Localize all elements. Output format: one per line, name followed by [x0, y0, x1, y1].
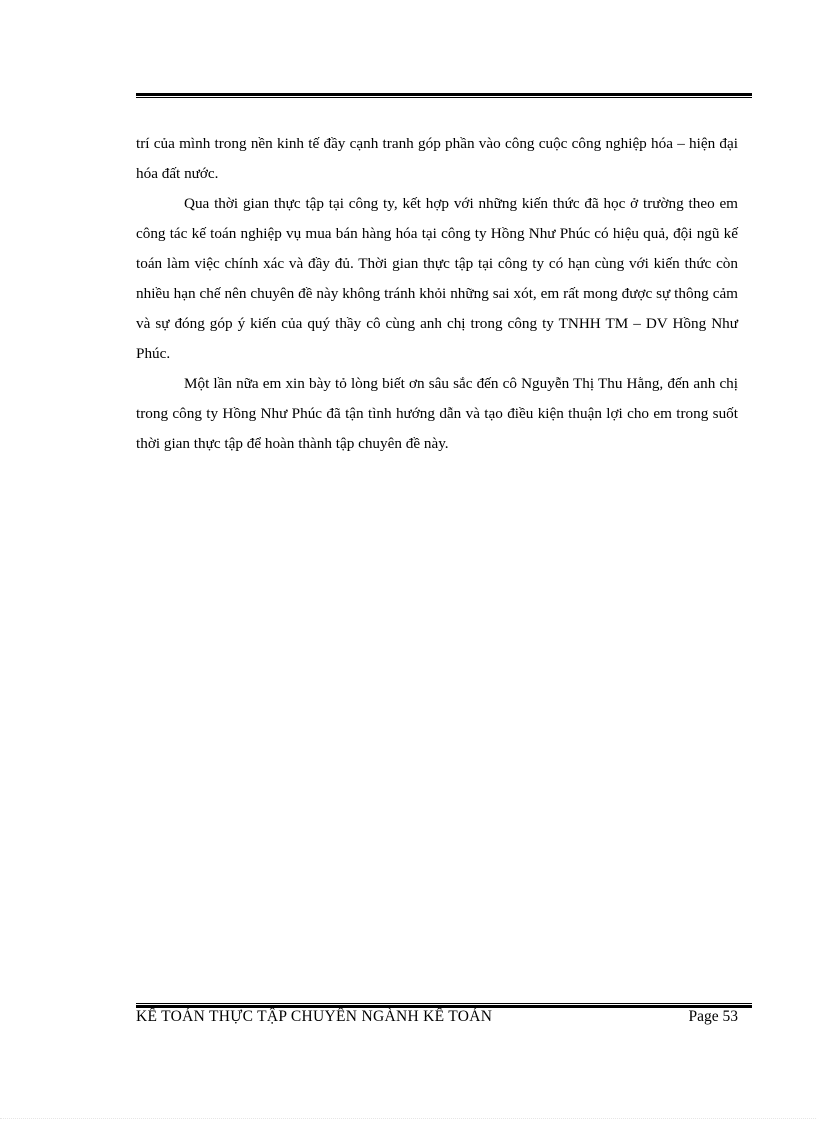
- paragraph-acknowledgement: Một lần nữa em xin bày tỏ lòng biết ơn sâu sắc đến cô Nguyễn Thị Thu Hằng, đến anh chị trong công ty Hồng Như Phúc đã tận tình hướng dẫn và tạo điều kiện thuận lợi cho em trong suốt thời gian thực tập để hoàn thành tập chuyên đề này.: [136, 375, 738, 452]
- body-text: [136, 129, 738, 459]
- header-double-rule: [136, 93, 752, 99]
- page-bottom-edge: [0, 1118, 816, 1119]
- page-footer: [136, 1006, 738, 1028]
- page-number: Page 53: [688, 1008, 738, 1025]
- header-rule-thick: [136, 93, 752, 96]
- header-rule-thin: [136, 97, 752, 98]
- footer-title: KẾ TOÁN THỰC TẬP CHUYÊN NGÀNH KẾ TOÁN: [136, 1008, 493, 1025]
- footer-rule-thin: [136, 1003, 752, 1004]
- paragraph-continuation: trí của mình trong nền kinh tế đầy cạnh tranh góp phần vào công cuộc công nghiệp hóa – hiện đại hóa đất nước.: [136, 135, 738, 182]
- paragraph-internship-summary: Qua thời gian thực tập tại công ty, kết hợp với những kiến thức đã học ở trường theo em công tác kế toán nghiệp vụ mua bán hàng hóa tại công ty Hồng Như Phúc có hiệu quả, đội ngũ kế toán làm việc chính xác và đầy đủ. Thời gian thực tập tại công ty có hạn cùng với kiến thức còn nhiều hạn chế nên chuyên đề này không tránh khỏi những sai xót, em rất mong được sự thông cảm và sự đóng góp ý kiến của quý thầy cô cùng anh chị trong công ty TNHH TM – DV Hồng Như Phúc.: [136, 195, 738, 362]
